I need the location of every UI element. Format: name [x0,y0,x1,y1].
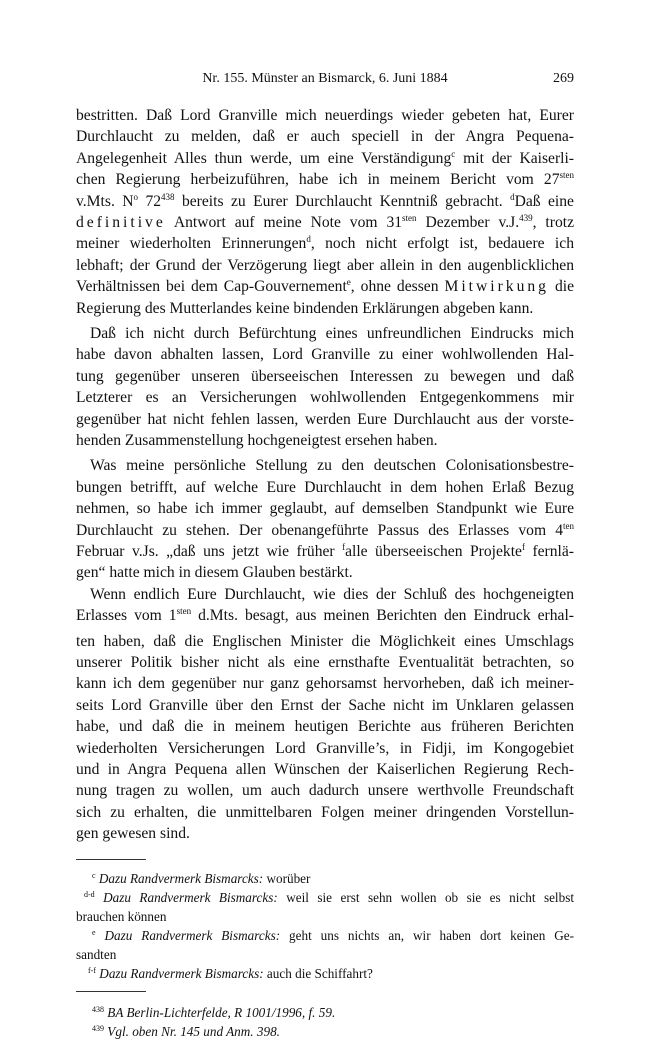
text-span: fernlä- [524,543,574,560]
spaced-emphasis: definitive [76,214,166,231]
footnote-ref-439: 439 [519,213,533,223]
superscript: sten [559,170,574,181]
text-line: gegenüber hat nicht fehlen lassen, werden Eure Durchlaucht aus der vorste- [76,410,574,428]
footnote-mark: 438 [92,1004,104,1014]
text-span: , trotz [532,214,575,231]
text-line: ten haben, daß die Englischen Minister die Möglichkeit eines Umschlags [76,632,574,650]
text-line: wiederholten Versicherungen Lord Granville’s, in Fidji, im Kongogebiet [76,739,574,757]
footnote-mark: f [521,542,525,552]
running-header: Nr. 155. Münster an Bismarck, 6. Juni 1884 [202,71,448,86]
footnote-ref-438: 438 [161,191,175,202]
text-line: Letzterer es an Versicherungen wohlwollenden Entgegenkommens mir [76,389,574,407]
text-line: kann ich dem gegenüber nur ganz gehorsamst hervorheben, daß ich meiner- [76,675,574,693]
text-span: chen Regierung herbeizuführen, habe ich in meinem Bericht vom 27 [76,171,560,189]
text-span: , noch nicht erfolgt ist, bedauere ich [310,235,574,253]
footnote-label: Dazu Randvermerk Bismarcks: [99,965,264,981]
text-span: Verhältnissen bei dem Cap-Gouvernement [76,278,347,296]
footnote [84,888,574,907]
spaced-emphasis: Mitwirkung [444,278,549,296]
text-line [76,520,574,541]
text-line: Daß ich nicht durch Befürchtung eines unfreundlichen Eindrucks mich [90,325,574,342]
text-line: Durchlaucht zu melden, daß er auch speciell in der Angra Pequena- [76,128,574,146]
footnote [92,869,574,888]
footnote-text: BA Berlin-Lichterfelde, R 1001/1996, f. 59. [104,1004,336,1020]
footnote-rule-hidden [76,859,146,860]
text-line: bungen betrifft, auf welche Eure Durchlaucht in dem hohen Erlaß Bezug [76,478,574,496]
text-line: seits Lord Granville über den Ernst der Sache nicht im Unklaren gelassen [76,696,574,714]
superscript: o [133,191,139,202]
text-line [76,541,574,562]
text-line: bestritten. Daß Lord Granville mich neuerdings wieder gebeten hat, Eurer [76,107,574,124]
text-line [76,148,574,169]
text-line: gen“ hatte mich in diesem Glauben bestärkt. [76,564,353,582]
text-line: Regierung des Mutterlandes keine bindenden Erklärungen abgeben kann. [76,299,534,317]
footnote-mark: f [342,542,346,552]
text-span: Daß eine [514,192,574,210]
text-line: unserer Politik bisher nicht als eine ernsthafte Eventualität betrachten, so [76,654,574,671]
text-span: , ohne dessen [350,278,445,296]
text-line: nung tragen zu wollen, um auch dadurch unsere werthvolle Freundschaft [76,782,574,800]
footnote-label: Dazu Randvermerk Bismarcks: [104,927,281,943]
footnote-text: worüber [263,870,311,886]
footnote [92,926,574,945]
footnote-text: Vgl. oben Nr. 145 und Anm. 398. [104,1023,280,1039]
footnote-continuation: sandten [76,946,117,962]
text-line [76,169,574,190]
text-line [76,605,574,626]
text-span: 72 [138,192,162,210]
superscript: ten [563,520,574,531]
text-line [76,191,574,212]
text-span: mit der Kaiserli- [463,149,574,167]
text-line: Was meine persönliche Stellung zu den deutschen Colonisationsbestre- [90,457,574,475]
footnote-label: Dazu Randvermerk Bismarcks: [103,889,278,905]
text-line: gen gewesen sind. [76,825,190,843]
text-span: Dezember v.J. [416,214,520,231]
footnote-mark: c [92,870,96,880]
footnote-mark: f-f [88,965,96,975]
text-line [76,233,574,254]
text-line [76,276,574,297]
text-span: Erlasses vom 1 [76,607,177,625]
footnote-439 [92,1022,574,1041]
text-span: v.Mts. N [76,192,134,210]
footnote-mark: e [92,927,96,937]
text-line: tung gegenüber unseren überseeischen Interessen zu bewegen und daß [76,367,574,385]
superscript: sten [402,213,417,223]
superscript: sten [176,606,192,617]
text-line: habe, und daß die in meinem heutigen Berichte aus früheren Berichten [76,718,574,736]
footnote-mark: d [510,191,515,202]
text-span: Durchlaucht zu stehen. Der obenangeführte Passus des Erlasses vom 4 [76,521,563,539]
text-span: alle überseeischen Projekte [345,543,522,560]
footnote-mark: 439 [92,1023,104,1033]
text-span: Angelegenheit Alles thun werde, um eine Verständigung [76,149,452,167]
text-span: Antwort auf meine Note vom 31 [165,214,403,231]
footnote-mark: d [306,234,311,245]
footnote-mark: d-d [84,889,95,899]
text-line: habe davon abhalten lassen, Lord Granville zu einer wohlwollenden Hal- [76,346,574,364]
text-line: Wenn endlich Eure Durchlaucht, wie dies der Schluß des hochgeneigten [90,585,574,603]
footnote-continuation: brauchen können [76,908,167,924]
footnote-rule [76,991,146,992]
footnote-text: auch die Schiffahrt? [263,965,373,981]
text-span: die [548,278,574,296]
text-line: lebhaft; der Grund der Verzögerung liegt aber allein in den augenblicklichen [76,256,574,274]
text-span: Februar v.Js. „daß uns jetzt wie früher [76,543,343,560]
page-number: 269 [553,71,574,86]
footnote-mark: e [346,277,351,288]
text-span: meiner wiederholten Erinnerungen [76,235,307,253]
footnote-label: Dazu Randvermerk Bismarcks: [98,870,264,886]
text-line: sich zu erhalten, die unmittelbaren Folgen meiner dringenden Vorstellun- [76,803,574,821]
footnote [88,964,574,983]
text-span: d.Mts. besagt, aus meinen Berichten den Eindruck erhal- [191,607,574,625]
text-line: und in Angra Pequena allen Wünschen der Kaiserlichen Regierung Rech- [76,761,574,778]
footnote-mark: c [451,148,456,159]
text-line: henden Zusammenstellung hochgeneigtest ersehen haben. [76,432,438,449]
footnote-text: weil sie erst sehn wollen ob sie es nicht selbst [277,889,574,905]
footnote-text: geht uns nichts an, wir haben dort keinen Ge- [280,927,574,943]
footnote-438 [92,1003,574,1022]
text-line: nehmen, so habe ich immer geglaubt, auf demselben Standpunkt wie Eure [76,500,574,518]
text-span: bereits zu Eurer Durchlaucht Kenntniß gebracht. [174,192,511,210]
text-line [76,212,574,233]
